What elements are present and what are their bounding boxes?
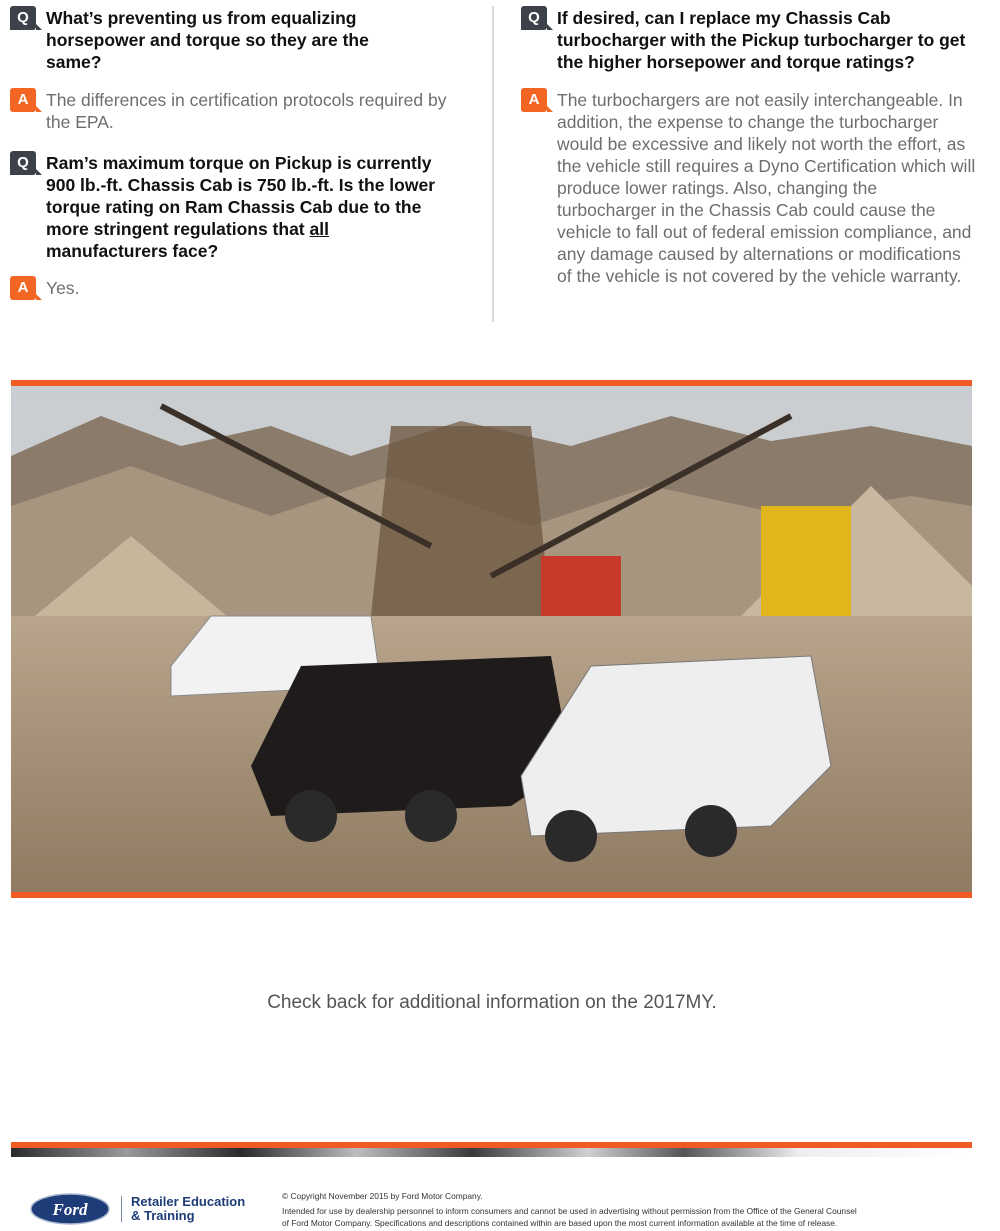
question-text: If desired, can I replace my Chassis Cab turbocharger with the Pickup turbocharger to get the higher horsepower and torque ratings? bbox=[557, 8, 966, 72]
ford-logo bbox=[30, 1193, 110, 1225]
copyright-text: © Copyright November 2015 by Ford Motor Company. bbox=[282, 1191, 483, 1201]
question-badge-icon: Q bbox=[521, 6, 547, 30]
qa-question-1 bbox=[10, 0, 470, 73]
question-text-part: Ram’s maximum torque on Pickup is currently 900 lb.-ft. Chassis Cab is 750 lb.-ft. Is the lower torque rating on Ram Chassis Cab due to the more stringent regulations that bbox=[46, 153, 435, 239]
qa-question-2 bbox=[10, 145, 470, 262]
legal-text bbox=[282, 1190, 982, 1229]
wheel bbox=[285, 790, 337, 842]
question-text: What’s preventing us from equalizing horsepower and torque so they are the same? bbox=[46, 8, 369, 72]
logo-separator bbox=[121, 1196, 122, 1222]
qa-answer-2 bbox=[10, 270, 470, 300]
footer-gradient-bar bbox=[11, 1148, 972, 1157]
column-divider bbox=[492, 6, 494, 322]
wheel bbox=[545, 810, 597, 862]
answer-badge-icon: A bbox=[521, 88, 547, 112]
qa-answer-3 bbox=[521, 82, 981, 287]
disclaimer-line-1: Intended for use by dealership personnel to inform consumers and cannot be used in advertising without permission from the Office of the General Counsel bbox=[282, 1206, 857, 1216]
construction-site-illustration bbox=[11, 386, 972, 892]
question-emphasis: all bbox=[309, 219, 329, 239]
brand-line-2: & Training bbox=[131, 1208, 195, 1223]
qa-answer-1 bbox=[10, 82, 470, 133]
ford-logo-text: Ford bbox=[52, 1200, 88, 1219]
backhoe bbox=[761, 506, 851, 616]
question-badge-icon: Q bbox=[10, 151, 36, 175]
additional-info-note: Check back for additional information on the 2017MY. bbox=[267, 992, 717, 1013]
black-truck bbox=[251, 656, 571, 816]
question-badge-icon: Q bbox=[10, 6, 36, 30]
wheel bbox=[685, 805, 737, 857]
answer-badge-icon: A bbox=[10, 276, 36, 300]
question-text-part: manufacturers face? bbox=[46, 241, 219, 261]
question-text bbox=[46, 145, 454, 262]
scissor-lift bbox=[541, 556, 621, 616]
answer-text: The differences in certification protocols required by the EPA. bbox=[46, 90, 447, 132]
answer-badge-icon: A bbox=[10, 88, 36, 112]
qa-question-3 bbox=[521, 0, 981, 73]
disclaimer-line-2: of Ford Motor Company. Specifications and descriptions contained within are based upon the most current information available at the time of release. bbox=[282, 1218, 838, 1228]
wheel bbox=[405, 790, 457, 842]
plant-structure bbox=[371, 426, 551, 616]
answer-text: The turbochargers are not easily interchangeable. In addition, the expense to change the turbocharger would be excessive and likely not worth the effort, as the vehicle still requires a Dyno Certification which will produce lower ratings. Also, changing the turbocharger in the Chassis Cab could cause the vehicle to fall out of federal emission compliance, and any damage caused by alternations or modifications of the vehicle is not covered by the vehicle warranty. bbox=[557, 90, 976, 286]
trucks-photo bbox=[11, 380, 972, 898]
answer-text: Yes. bbox=[46, 278, 80, 298]
retailer-education-label bbox=[131, 1195, 245, 1223]
brand-line-1: Retailer Education bbox=[131, 1194, 246, 1209]
